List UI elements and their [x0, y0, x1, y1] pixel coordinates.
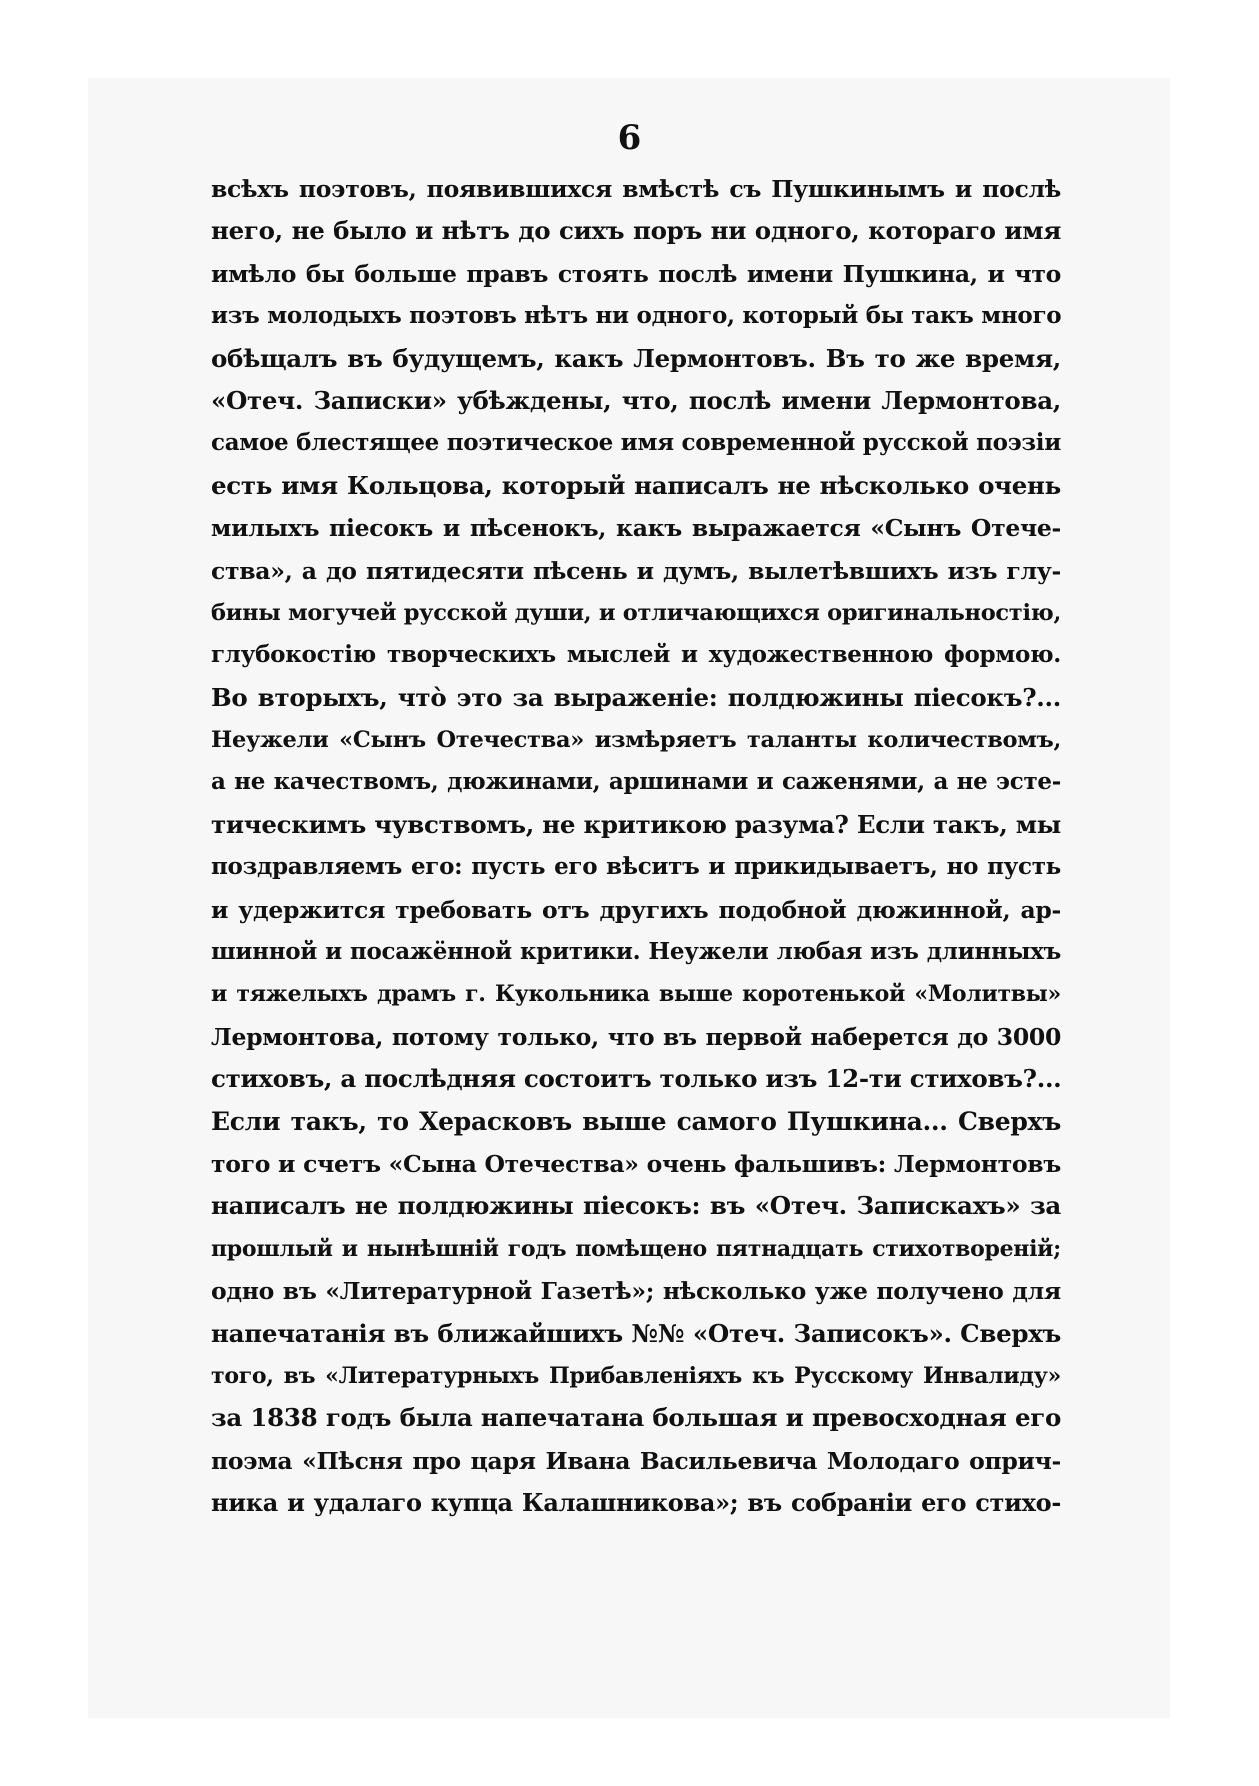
text-line: милыхъ піесокъ и пѣсенокъ, какъ выражается «Сынъ Отече- — [211, 514, 1061, 543]
text-line: и тяжелыхъ драмъ г. Кукольника выше коротенькой «Молитвы» — [211, 981, 1061, 1008]
text-line: имѣло бы больше правъ стоять послѣ имени Пушкина, и что — [211, 259, 1061, 288]
text-line: тическимъ чувствомъ, не критикою разума? Если такъ, мы — [211, 809, 1061, 839]
text-line: шинной и посажённой критики. Неужели любая изъ длинныхъ — [211, 938, 1061, 966]
text-line: поздравляемъ его: пусть его вѣситъ и прикидываетъ, но пусть — [211, 853, 1061, 881]
text-line: «Отеч. Записки» убѣждены, что, послѣ имени Лермонтова, — [211, 385, 1061, 415]
text-line: ника и удалаго купца Калашникова»; въ собраніи его стихо- — [211, 1488, 1061, 1518]
text-line: Если такъ, то Херасковъ выше самого Пушкина... Сверхъ — [211, 1106, 1061, 1136]
text-line: него, не было и нѣтъ до сихъ поръ ни одного, котораго имя — [211, 216, 1061, 246]
text-line: есть имя Кольцова, который написалъ не нѣсколько очень — [211, 470, 1061, 500]
text-line: обѣщалъ въ будущемъ, какъ Лермонтовъ. Въ то же время, — [211, 343, 1061, 373]
text-line: стиховъ, а послѣдняя состоитъ только изъ 12-ти стиховъ?... — [211, 1064, 1062, 1094]
body-text — [211, 168, 1061, 1525]
text-line: за 1838 годъ была напечатана большая и превосходная его — [211, 1403, 1061, 1433]
page-number: 6 — [617, 118, 642, 158]
text-line: Лермонтова, потому только, что въ первой наберется до 3000 — [211, 1022, 1061, 1051]
text-line: и удержится требовать отъ другихъ подобной дюжинной, ар- — [211, 895, 1061, 924]
text-line: глубокостію творческихъ мыслей и художественною формою. — [211, 641, 1061, 669]
text-line: того и счетъ «Сына Отечества» очень фальшивъ: Лермонтовъ — [211, 1149, 1061, 1178]
text-line: Неужели «Сынъ Отечества» измѣряетъ таланты количествомъ, — [211, 727, 1061, 754]
text-line: самое блестящее поэтическое имя современной русской поэзіи — [211, 429, 1061, 457]
text-line: а не качествомъ, дюжинами, аршинами и саженями, а не эсте- — [211, 768, 1061, 796]
text-line: написалъ не полдюжины піесокъ: въ «Отеч. Запискахъ» за — [211, 1191, 1061, 1221]
text-line: того, въ «Литературныхъ Прибавленіяхъ къ Русскому Инвалиду» — [211, 1362, 1061, 1389]
text-line: поэма «Пѣсня про царя Ивана Васильевича Молодаго оприч- — [211, 1446, 1061, 1475]
text-line: изъ молодыхъ поэтовъ нѣтъ ни одного, который бы такъ много — [211, 302, 1062, 330]
text-line: напечатанія въ ближайшихъ №№ «Отеч. Записокъ». Сверхъ — [211, 1318, 1061, 1348]
text-line: одно въ «Литературной Газетѣ»; нѣсколько уже получено для — [211, 1277, 1061, 1306]
text-line: ства», а до пятидесяти пѣсень и думъ, вылетѣвшихъ изъ глу- — [211, 556, 1061, 585]
text-line: бины могучей русской души, и отличающихся оригинальностію, — [211, 599, 1061, 626]
text-line: прошлый и нынѣшній годъ помѣщено пятнадцать стихотвореній; — [211, 1235, 1061, 1262]
text-line: всѣхъ поэтовъ, появившихся вмѣстѣ съ Пушкинымъ и послѣ — [211, 175, 1061, 203]
text-line: Во вторыхъ, что̀ это за выраженіе: полдюжины піесокъ?... — [211, 682, 1061, 712]
